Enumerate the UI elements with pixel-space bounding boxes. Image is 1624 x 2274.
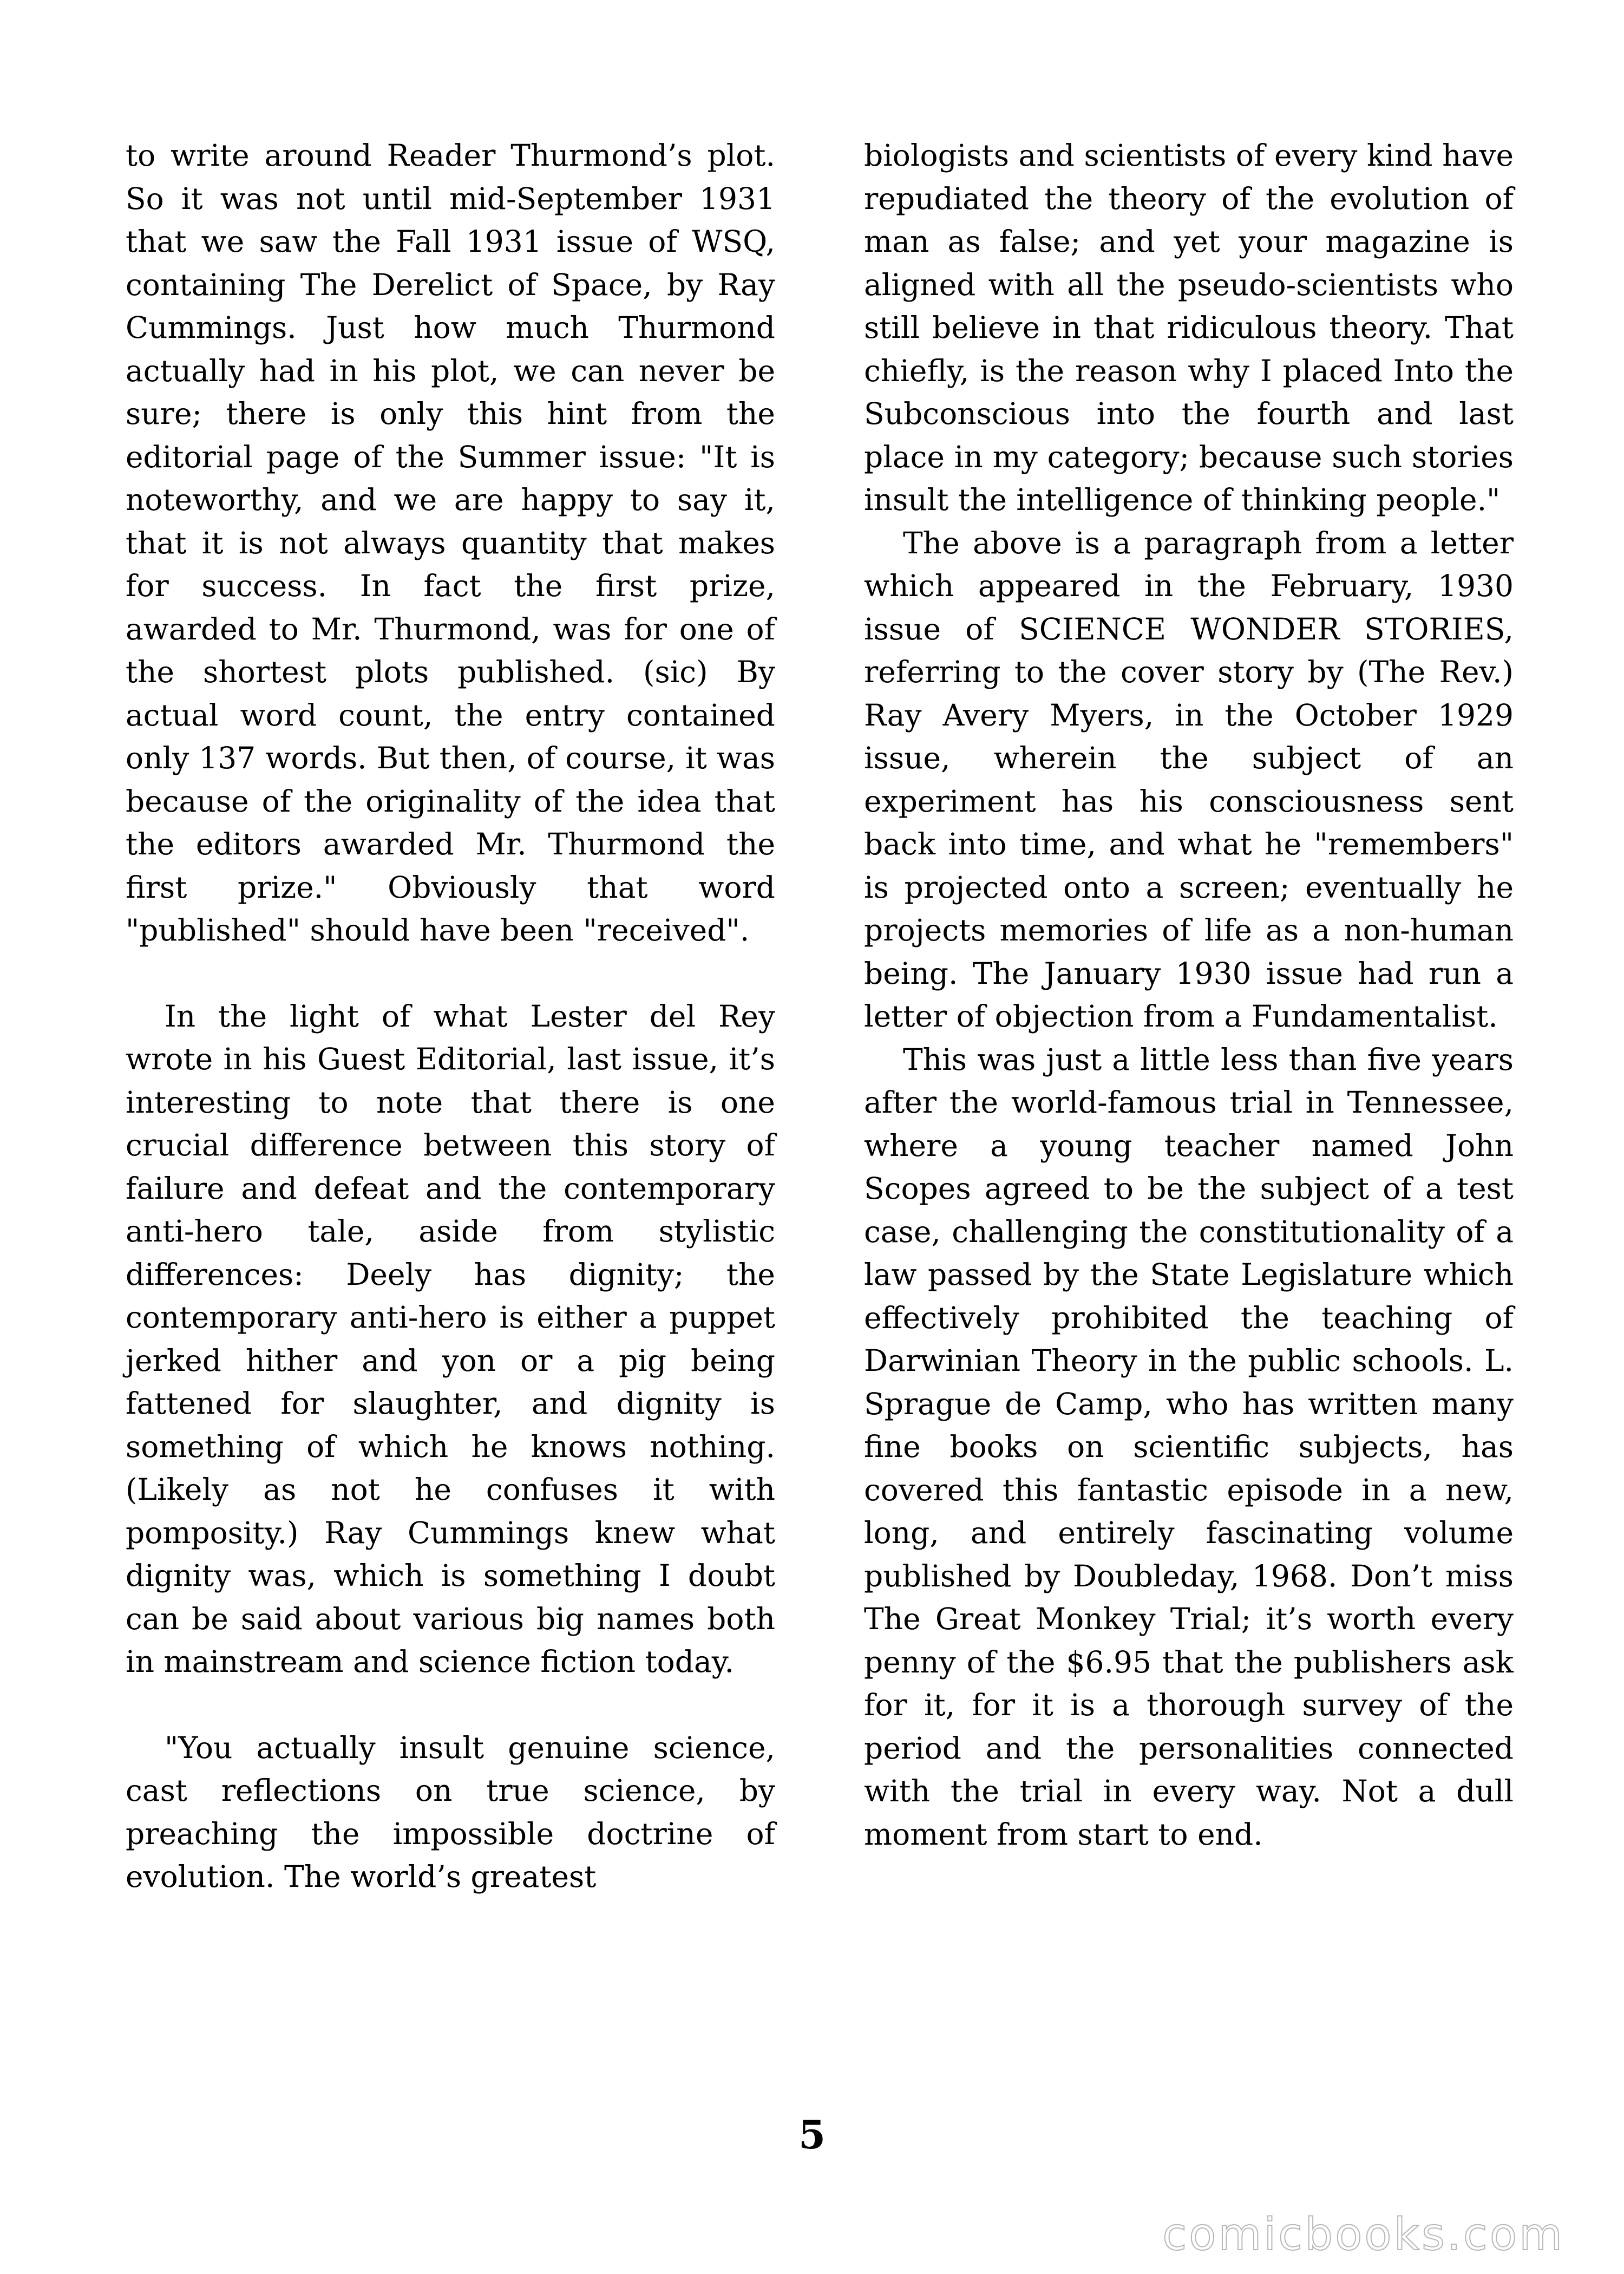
paragraph-del-rey-editorial: In the light of what Lester del Rey wrote in his Guest Editorial, last issue, it’s interesting to note that there is one crucial difference between this story of failure and defeat and the contemporary anti-hero tale, aside from stylistic differences: Deely has dignity; the contemporary anti-hero is either a puppet jerked hither and yon or a pig being fattened for slaughter, and dignity is something of which he knows nothing. (Likely as not he confuses it with pomposity.) Ray Cummings knew what dignity was, which is something I doubt can be said about various big names both in mainstream and science fiction today. [126, 998, 775, 1679]
paragraph-thurmond-plot: to write around Reader Thurmond’s plot. So it was not until mid-September 1931 that we saw the Fall 1931 issue of WSQ, containing The Derelict of Space, by Ray Cummings. Just how much Thurmond actually had in his plot, we can never be sure; there is only this hint from the editorial page of the Summer issue: "It is noteworthy, and we are happy to say it, that it is not always quantity that makes for success. In fact the first prize, awarded to Mr. Thurmond, was for one of the shortest plots published. (sic) By actual word count, the entry contained only 137 words. But then, of course, it was because of the originality of the idea that the editors awarded Mr. Thurmond the first prize." Obviously that word "published" should have been "received". [126, 138, 775, 948]
paragraph-scopes-trial: This was just a little less than five years after the world-famous trial in Tennessee, where a young teacher named John Scopes agreed to be the subject of a test case, challenging the constitutionality of a law passed by the State Legislature which effectively prohibited the teaching of Darwinian Theory in the public schools. L. Sprague de Camp, who has written many fine books on scientific subjects, has covered this fantastic episode in a new, long, and entirely fascinating volume published by Doubleday, 1968. Don’t miss The Great Monkey Trial; it’s worth every penny of the $6.95 that the publishers ask for it, for it is a thorough survey of the period and the personalities connected with the trial in every way. Not a dull moment from start to end. [864, 1042, 1514, 1852]
paragraph-letter-quote-end: biologists and scientists of every kind have repudiated the theory of the evolution of man as false; and yet your magazine is aligned with all the pseudo-scientists who still believe in that ridiculous theory. That chiefly, is the reason why I placed Into the Subconscious into the fourth and last place in my category; because such stories insult the intelligence of thinking people." [864, 138, 1514, 517]
page-number: 5 [798, 2112, 826, 2158]
right-column [864, 134, 1514, 1856]
left-column [126, 134, 775, 1899]
paragraph-letter-quote-start: "You actually insult genuine science, cast reflections on true science, by preaching the impossible doctrine of evolution. The world’s greatest [126, 1730, 775, 1894]
paragraph-science-wonder-stories: The above is a paragraph from a letter which appeared in the February, 1930 issue of SCIENCE WONDER STORIES, referring to the cover story by (The Rev.) Ray Avery Myers, in the October 1929 issue, wherein the subject of an experiment has his consciousness sent back into time, and what he "remembers" is projected onto a screen; eventually he projects memories of life as a non-human being. The January 1930 issue had run a letter of objection from a Fundamentalist. [864, 525, 1514, 1034]
watermark: comicbooks.com [1162, 2209, 1564, 2260]
